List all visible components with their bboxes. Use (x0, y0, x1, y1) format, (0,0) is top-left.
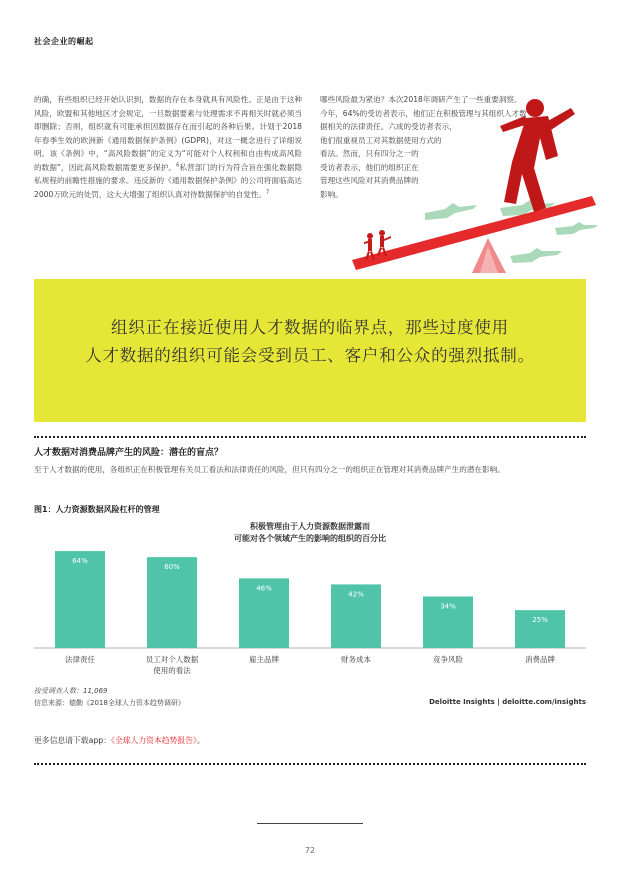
dotted-divider (34, 436, 586, 438)
callout-line-2: 人才数据的组织可能会受到员工、客户和公众的强烈抵制。 (85, 346, 535, 365)
right-line: 据相关的法律责任。六成的受访者表示， (320, 122, 457, 131)
footer-rule (257, 823, 363, 824)
credit-line[interactable]: Deloitte Insights | deloitte.com/insights (429, 698, 586, 706)
footnote-7[interactable]: 7 (265, 188, 270, 195)
seesaw-illustration (330, 88, 600, 303)
bar-chart (34, 540, 586, 685)
category-label: 使用的看法 (153, 666, 191, 675)
right-line: 看法。然而，只有四分之一的 (320, 149, 419, 158)
source-note: 信息来源：德勤《2018全球人力资本趋势调研》 (34, 699, 185, 707)
left-paragraph-2: 私营部门的行为符合旨在强化数据隐私规程的前瞻性措施的要求。违反新的《通用数据保护条例》的公司将面临高达2000万欧元的处罚，这大大增强了组织认真对待数据保护的自觉性。 (34, 162, 303, 199)
page-number: 72 (304, 846, 316, 855)
bar (55, 551, 105, 648)
bar-value-label: 64% (72, 557, 88, 566)
bar-value-label: 60% (164, 563, 180, 572)
category-label: 雇主品牌 (249, 655, 279, 664)
section-intro: 至于人才数据的使用，各组织正在积极管理有关员工看法和法律责任的风险，但只有四分之一的组织正在管理对其消费品牌产生的潜在影响。 (34, 465, 505, 474)
more-info-prefix: 更多信息请下载app： (34, 736, 112, 745)
report-link[interactable]: 《全球人力资本趋势报告》 (111, 736, 197, 745)
category-label: 财务成本 (341, 655, 371, 664)
right-line: 今年，64%的受访者表示，他们正在积极管理与其组织人才数 (320, 108, 527, 118)
sample-size: 接受调查人数：11,069 (34, 687, 108, 695)
large-person-icon (500, 99, 575, 212)
bar-value-label: 46% (256, 584, 272, 593)
left-paragraph: 的确，有些组织已经开始认识到，数据的存在本身就具有风险性。正是由于这种风险，欧盟和其他地区才会规定，一旦数据要素与处理需求不再相关时就必须当即删除；否则，组织就有可能承担因数据存在而引起的各种后果。计划于2018年春季生效的欧洲新《通用数据保护条例》(GDPR)，对这一概念进行了详细说明。该《条例》中，“高风险数据”的定义为“可能对个人权利和自由构成高风险的数据”，因此高风险数据需要更多保护。 (34, 95, 302, 172)
category-label: 竞争风险 (433, 655, 463, 664)
right-line: 他们很重视员工对其数据使用方式的 (320, 135, 442, 145)
callout-quote (34, 314, 586, 370)
bar-value-label: 34% (440, 602, 456, 611)
bar-value-label: 42% (348, 590, 364, 599)
more-info-suffix: 。 (196, 736, 205, 745)
right-line: 受访者表示，他们的组织正在 (320, 162, 419, 172)
right-line: 影响。 (320, 189, 343, 199)
more-info (34, 735, 205, 746)
chart-title-line-2: 可能对各个领域产生的影响的组织的百分比 (234, 534, 386, 543)
right-line: 管理这些风险对其消费品牌的 (320, 176, 419, 185)
callout-line-1: 组织正在接近使用人才数据的临界点，那些过度使用 (111, 318, 509, 337)
right-line: 哪些风险最为紧迫？本次2018年调研产生了一些重要洞察。 (320, 95, 522, 104)
category-label: 法律责任 (65, 655, 95, 664)
footnote-6[interactable]: 6 (176, 161, 180, 168)
bar-value-label: 25% (532, 616, 548, 625)
category-label: 员工对个人数据 (145, 655, 199, 664)
left-column-text (34, 93, 302, 201)
section-heading: 人才数据对消费品牌产生的风险：潜在的盲点？ (34, 448, 224, 458)
section-header: 社会企业的崛起 (34, 37, 94, 46)
category-label: 消费品牌 (525, 655, 555, 664)
figure-label: 图1：人力资源数据风险杠杆的管理 (34, 505, 160, 514)
chart-title-line-1: 积极管理由于人力资源数据泄露而 (250, 522, 370, 531)
dotted-divider-bottom (34, 763, 586, 765)
